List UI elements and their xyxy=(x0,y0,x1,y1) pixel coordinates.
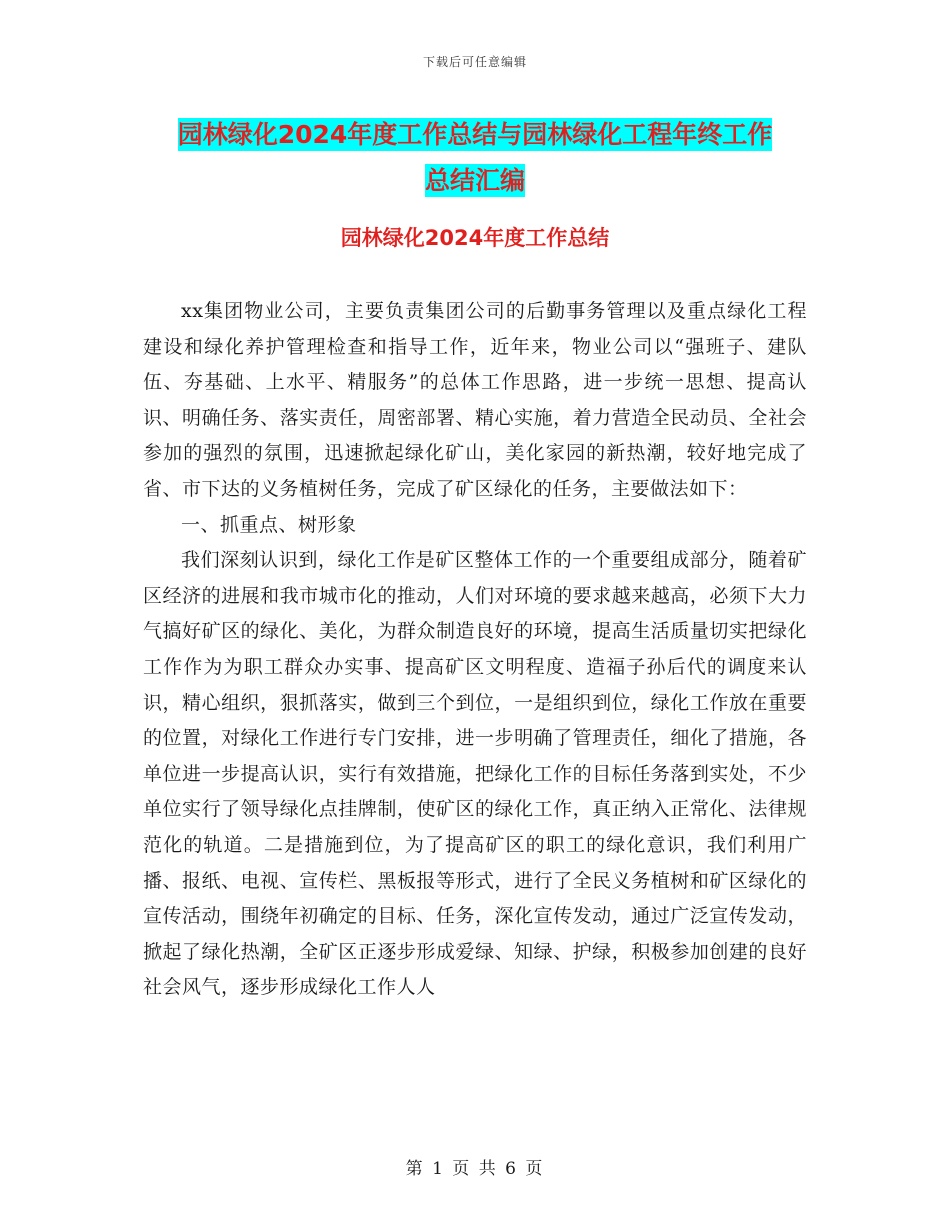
document-body xyxy=(143,294,807,1006)
page-header-note: 下载后可任意编辑 xyxy=(422,55,527,69)
document-title xyxy=(0,112,950,204)
section-title: 园林绿化2024年度工作总结 xyxy=(340,226,610,250)
document-title-line-1: 园林绿化2024年度工作总结与园林绿化工程年终工作 xyxy=(177,120,773,149)
paragraph-intro: xx集团物业公司，主要负责集团公司的后勤事务管理以及重点绿化工程建设和绿化养护管理检查和指导工作，近年来，物业公司以“强班子、建队伍、夯基础、上水平、精服务”的总体工作思路，进一步统一思想、提高认识、明确任务、落实责任，周密部署、精心实施，着力营造全民动员、全社会参加的强烈的氛围，迅速掀起绿化矿山，美化家园的新热潮，较好地完成了省、市下达的义务植树任务，完成了矿区绿化的任务，主要做法如下： xyxy=(143,300,807,500)
paragraph-body-1: 我们深刻认识到，绿化工作是矿区整体工作的一个重要组成部分，随着矿区经济的进展和我市城市化的推动，人们对环境的要求越来越高，必须下大力气搞好矿区的绿化、美化，为群众制造良好的环境，提高生活质量切实把绿化工作作为为职工群众办实事、提高矿区文明程度、造福子孙后代的调度来认识，精心组织，狠抓落实，做到三个到位，一是组织到位，绿化工作放在重要的位置，对绿化工作进行专门安排，进一步明确了管理责任，细化了措施，各单位进一步提高认识，实行有效措施，把绿化工作的目标任务落到实处，不少单位实行了领导绿化点挂牌制，使矿区的绿化工作，真正纳入正常化、法律规范化的轨道。二是措施到位，为了提高矿区的职工的绿化意识，我们利用广播、报纸、电视、宣传栏、黑板报等形式，进行了全民义务植树和矿区绿化的宣传活动，围绕年初确定的目标、任务，深化宣传发动，通过广泛宣传发动，掀起了绿化热潮，全矿区正逐步形成爱绿、知绿、护绿，积极参加创建的良好社会风气，逐步形成绿化工作人人 xyxy=(143,549,807,999)
page-footer-number: 第 1 页 共 6 页 xyxy=(405,1159,545,1179)
paragraph-heading-1: 一、抓重点、树形象 xyxy=(181,513,357,536)
document-title-line-2: 总结汇编 xyxy=(424,166,525,195)
